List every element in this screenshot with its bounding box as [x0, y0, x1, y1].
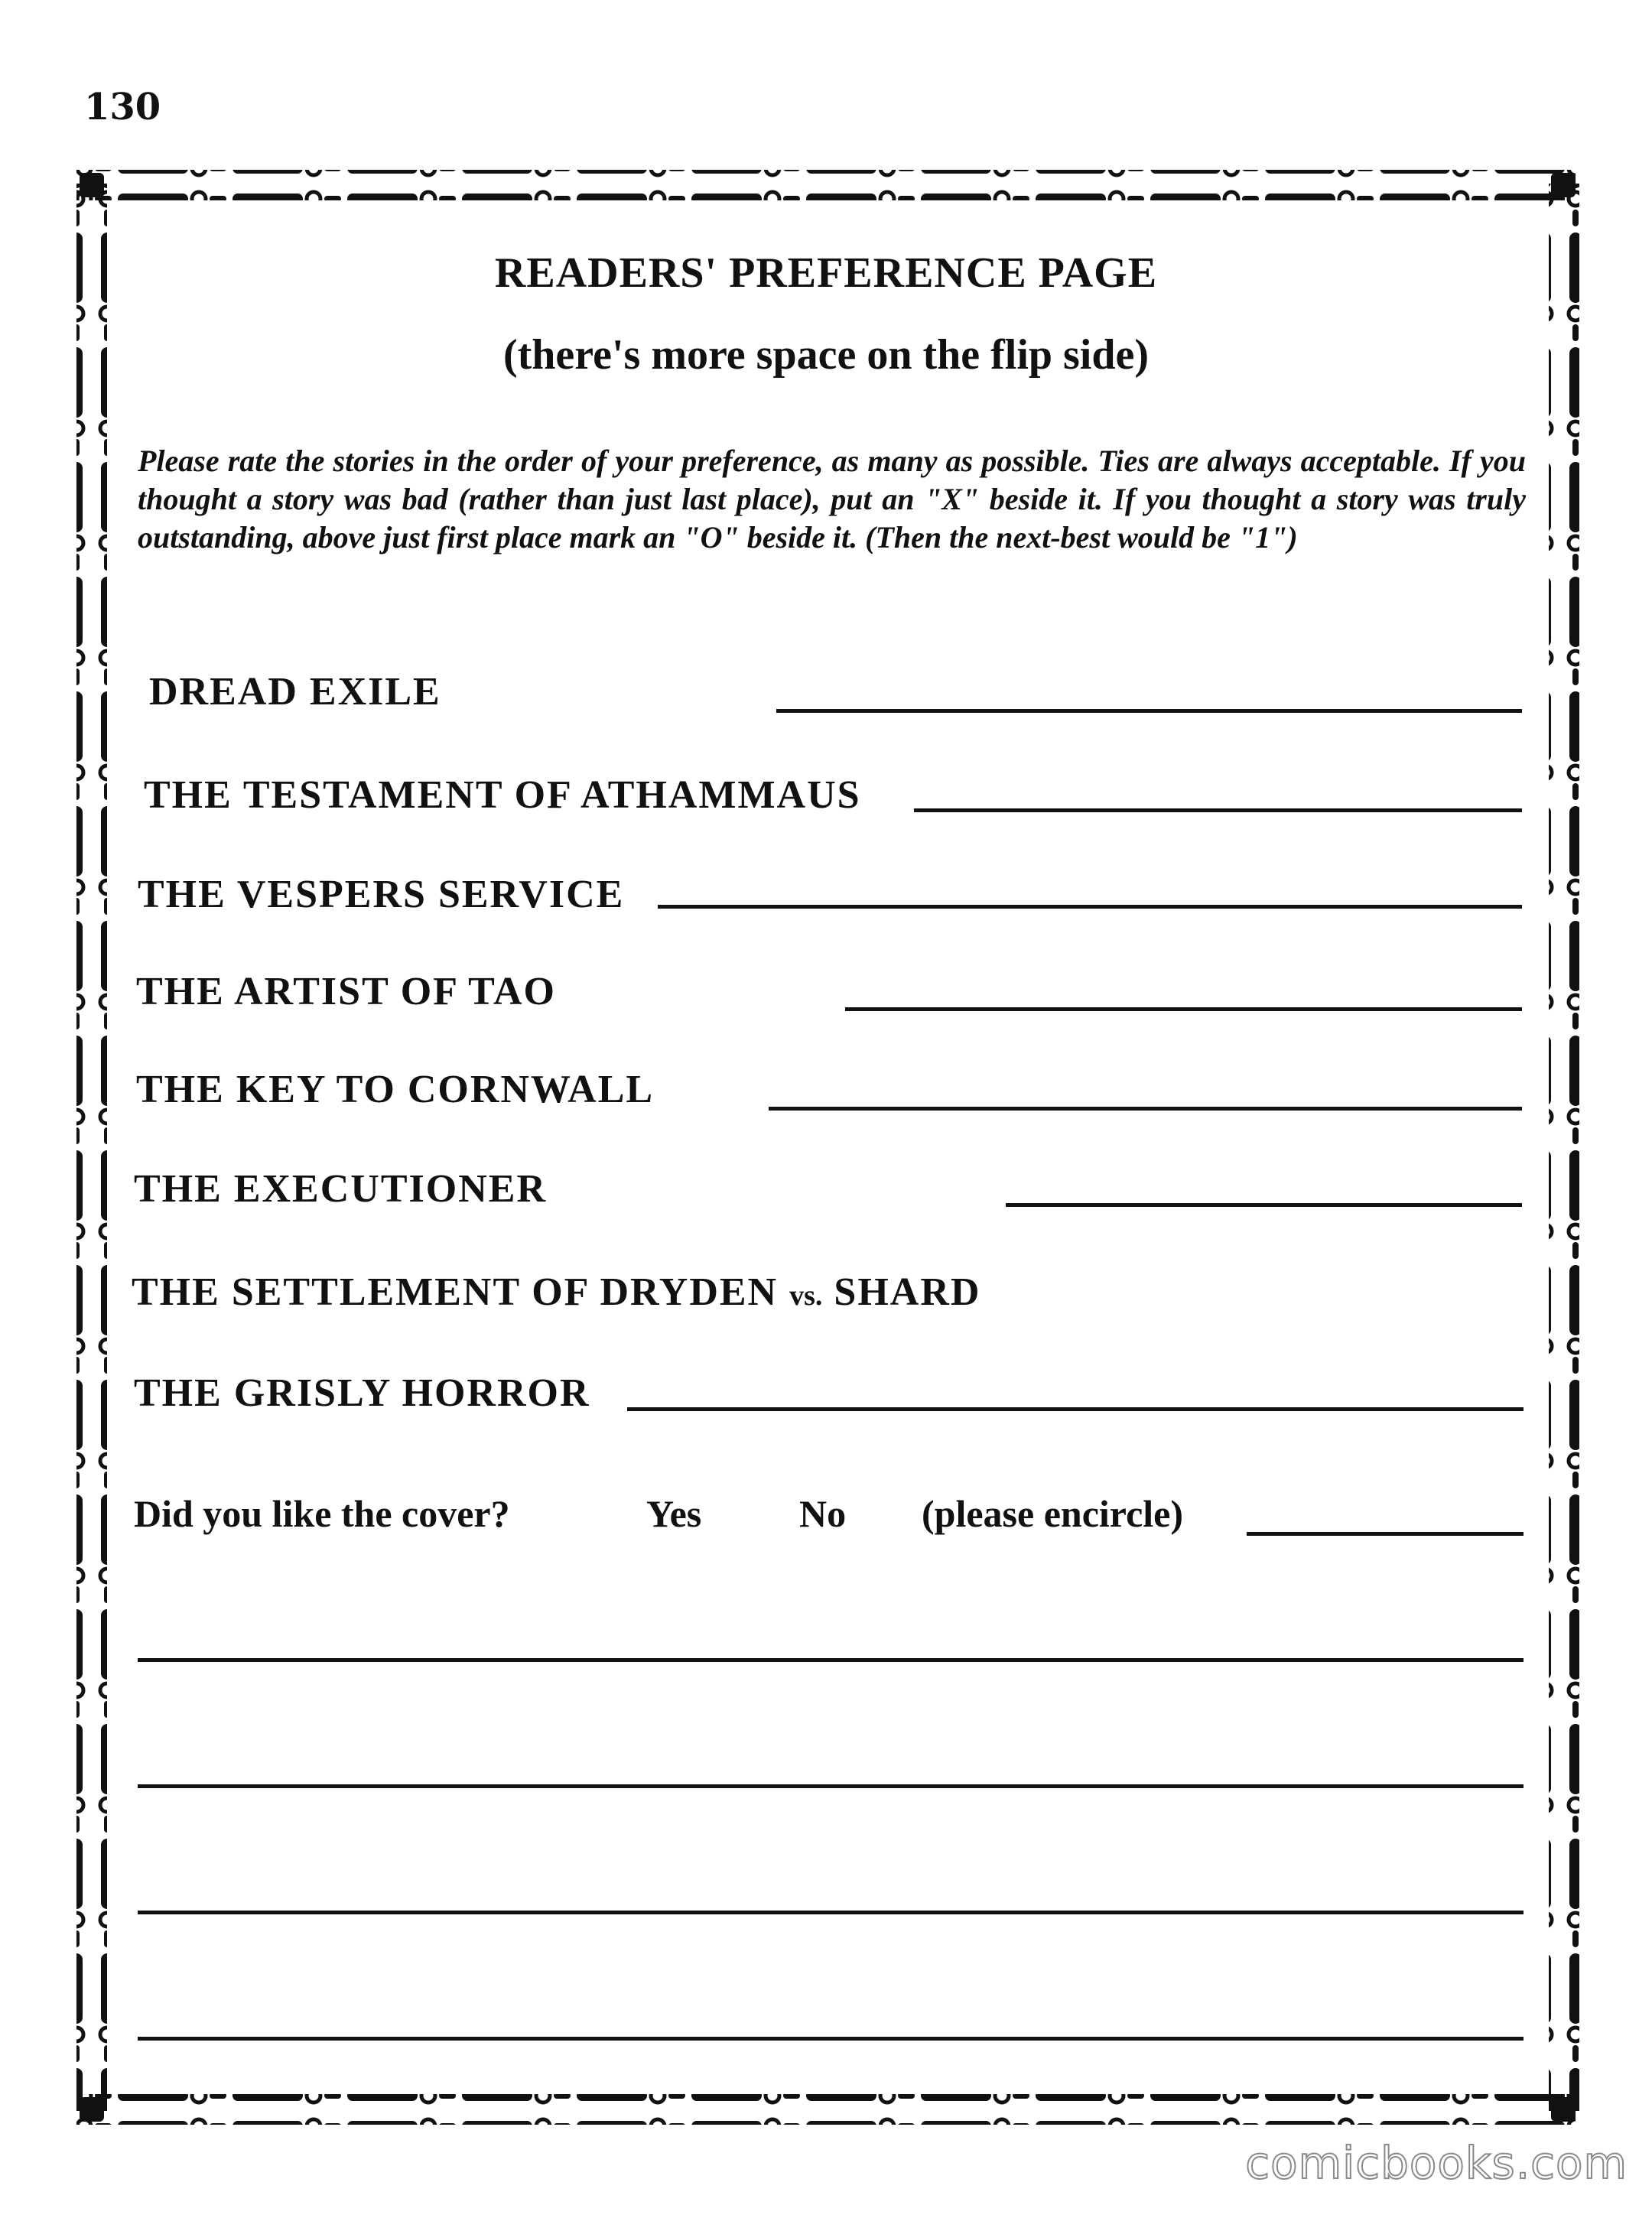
rating-line-3[interactable]	[658, 905, 1522, 909]
story-label-6: THE EXECUTIONER	[134, 1167, 547, 1211]
cover-no-option[interactable]: No	[799, 1492, 847, 1535]
rating-line-4[interactable]	[845, 1007, 1522, 1011]
story-label-7	[132, 1270, 980, 1315]
watermark: comicbooks.com	[1245, 2137, 1628, 2189]
story-label-7-vs: vs.	[789, 1280, 823, 1312]
border-top	[76, 170, 1576, 200]
rating-line-8[interactable]	[627, 1407, 1524, 1411]
page-title: READERS' PREFERENCE PAGE	[494, 249, 1158, 297]
comment-line-2[interactable]	[138, 1784, 1524, 1788]
cover-answer-line[interactable]	[1247, 1532, 1524, 1536]
rating-line-5[interactable]	[769, 1107, 1522, 1111]
cover-yes-option[interactable]: Yes	[646, 1492, 702, 1535]
cover-hint: (please encircle)	[922, 1492, 1183, 1535]
story-label-7-suffix: SHARD	[834, 1270, 981, 1314]
comment-line-1[interactable]	[138, 1658, 1524, 1662]
border-left	[76, 184, 107, 2111]
story-label-2: THE TESTAMENT OF ATHAMMAUS	[144, 773, 861, 817]
story-label-5: THE KEY TO CORNWALL	[136, 1068, 655, 1111]
comment-line-4[interactable]	[138, 2037, 1524, 2041]
rating-line-6[interactable]	[1006, 1203, 1522, 1207]
story-label-7-title: THE SETTLEMENT OF DRYDEN	[132, 1270, 779, 1314]
story-label-8: THE GRISLY HORROR	[134, 1371, 590, 1415]
rating-line-2[interactable]	[914, 808, 1522, 812]
page-number: 130	[84, 86, 161, 128]
instructions-paragraph: Please rate the stories in the order of your preference, as many as possible. Ties are always acceptable. If you thought a story was bad (rather than just last place), put an "X" beside it. If you thought a story was truly outstanding, above just first place mark an "O" beside it. (Then the next-best would be "1")	[138, 444, 1526, 554]
story-label-4: THE ARTIST OF TAO	[136, 970, 556, 1013]
cover-question-text: Did you like the cover?	[134, 1492, 510, 1535]
comment-line-3[interactable]	[138, 1911, 1524, 1914]
rating-line-1[interactable]	[776, 709, 1522, 713]
story-label-3: THE VESPERS SERVICE	[138, 873, 625, 916]
story-label-1: DREAD EXILE	[149, 670, 441, 714]
border-right	[1549, 184, 1579, 2111]
border-bottom	[76, 2094, 1576, 2125]
page-subtitle: (there's more space on the flip side)	[502, 331, 1150, 379]
